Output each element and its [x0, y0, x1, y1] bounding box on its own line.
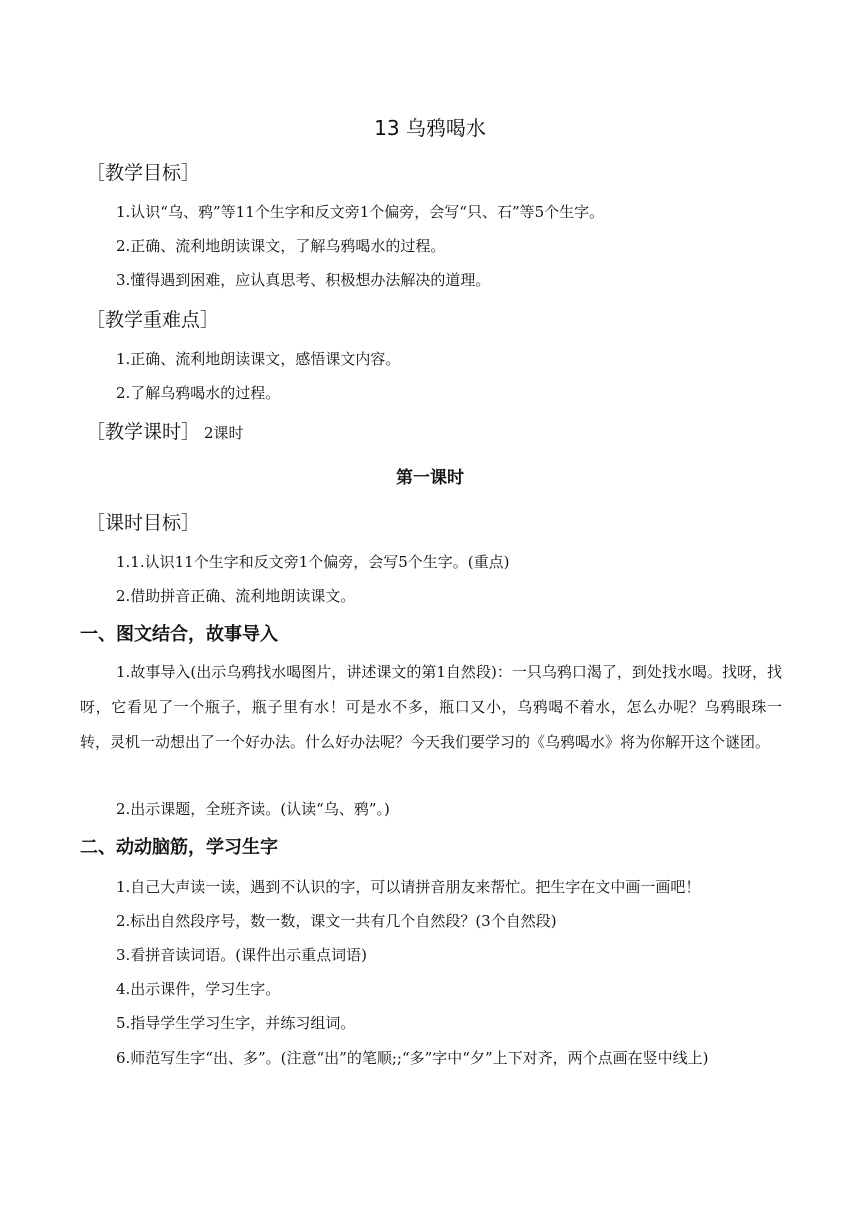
part1-heading: 一、图文结合，故事导入	[80, 624, 278, 645]
section-label-hours	[86, 418, 244, 447]
key-point-item: 1.正确、流利地朗读课文，感悟课文内容。	[116, 350, 401, 368]
part2-item: 4.出示课件，学习生字。	[116, 980, 281, 998]
part2-item: 3.看拼音读词语。(课件出示重点词语)	[116, 946, 368, 964]
lesson-objective-item: 1.1.认识11个生字和反文旁1个偏旁，会写5个生字。(重点)	[116, 553, 510, 571]
section-label-key-points: ［教学重难点］	[86, 309, 220, 331]
part2-item: 5.指导学生学习生字，并练习组词。	[116, 1014, 356, 1032]
part1-paragraph-1: 1.故事导入(出示乌鸦找水喝图片，讲述课文的第1自然段)：一只乌鸦口渴了，到处找水喝。找呀，找呀，它看见了一个瓶子，瓶子里有水！可是水不多，瓶口又小，乌鸦喝不着水，怎么办呢？乌鸦眼珠一转，灵机一动想出了一个好办法。什么好办法呢？今天我们要学习的《乌鸦喝水》将为你解开这个谜团。	[80, 663, 782, 751]
hours-label: ［教学课时］	[86, 421, 201, 443]
key-point-item: 2.了解乌鸦喝水的过程。	[116, 384, 281, 402]
objective-item: 2.正确、流利地朗读课文，了解乌鸦喝水的过程。	[116, 237, 446, 255]
part2-item-last: 6.师范写生字“出、多”。(注意“出”的笔顺;;“多”字中“夕”上下对齐，两个点画在竖中线上)	[116, 1049, 709, 1067]
part2-item: 2.标出自然段序号，数一数，课文一共有几个自然段？(3个自然段)	[116, 912, 557, 930]
part2-heading: 二、动动脑筋，学习生字	[80, 837, 278, 858]
objective-item: 3.懂得遇到困难，应认真思考、积极想办法解决的道理。	[116, 271, 491, 289]
lesson-title: 13 乌鸦喝水	[374, 116, 486, 140]
objective-item: 1.认识“乌、鸦”等11个生字和反文旁1个偏旁，会写“只、石”等5个生字。	[116, 203, 605, 221]
part1-paragraph-2: 2.出示课题，全班齐读。(认读“乌、鸦”。)	[116, 800, 390, 818]
section-label-lesson-objectives: ［课时目标］	[86, 512, 201, 534]
section-label-objectives: ［教学目标］	[86, 162, 201, 184]
lesson-objective-item: 2.借助拼音正确、流利地朗读课文。	[116, 587, 356, 605]
hours-value: 2课时	[204, 424, 244, 442]
part2-item: 1.自己大声读一读，遇到不认识的字，可以请拼音朋友来帮忙。把生字在文中画一画吧！	[116, 878, 701, 896]
lesson1-title: 第一课时	[396, 468, 464, 488]
